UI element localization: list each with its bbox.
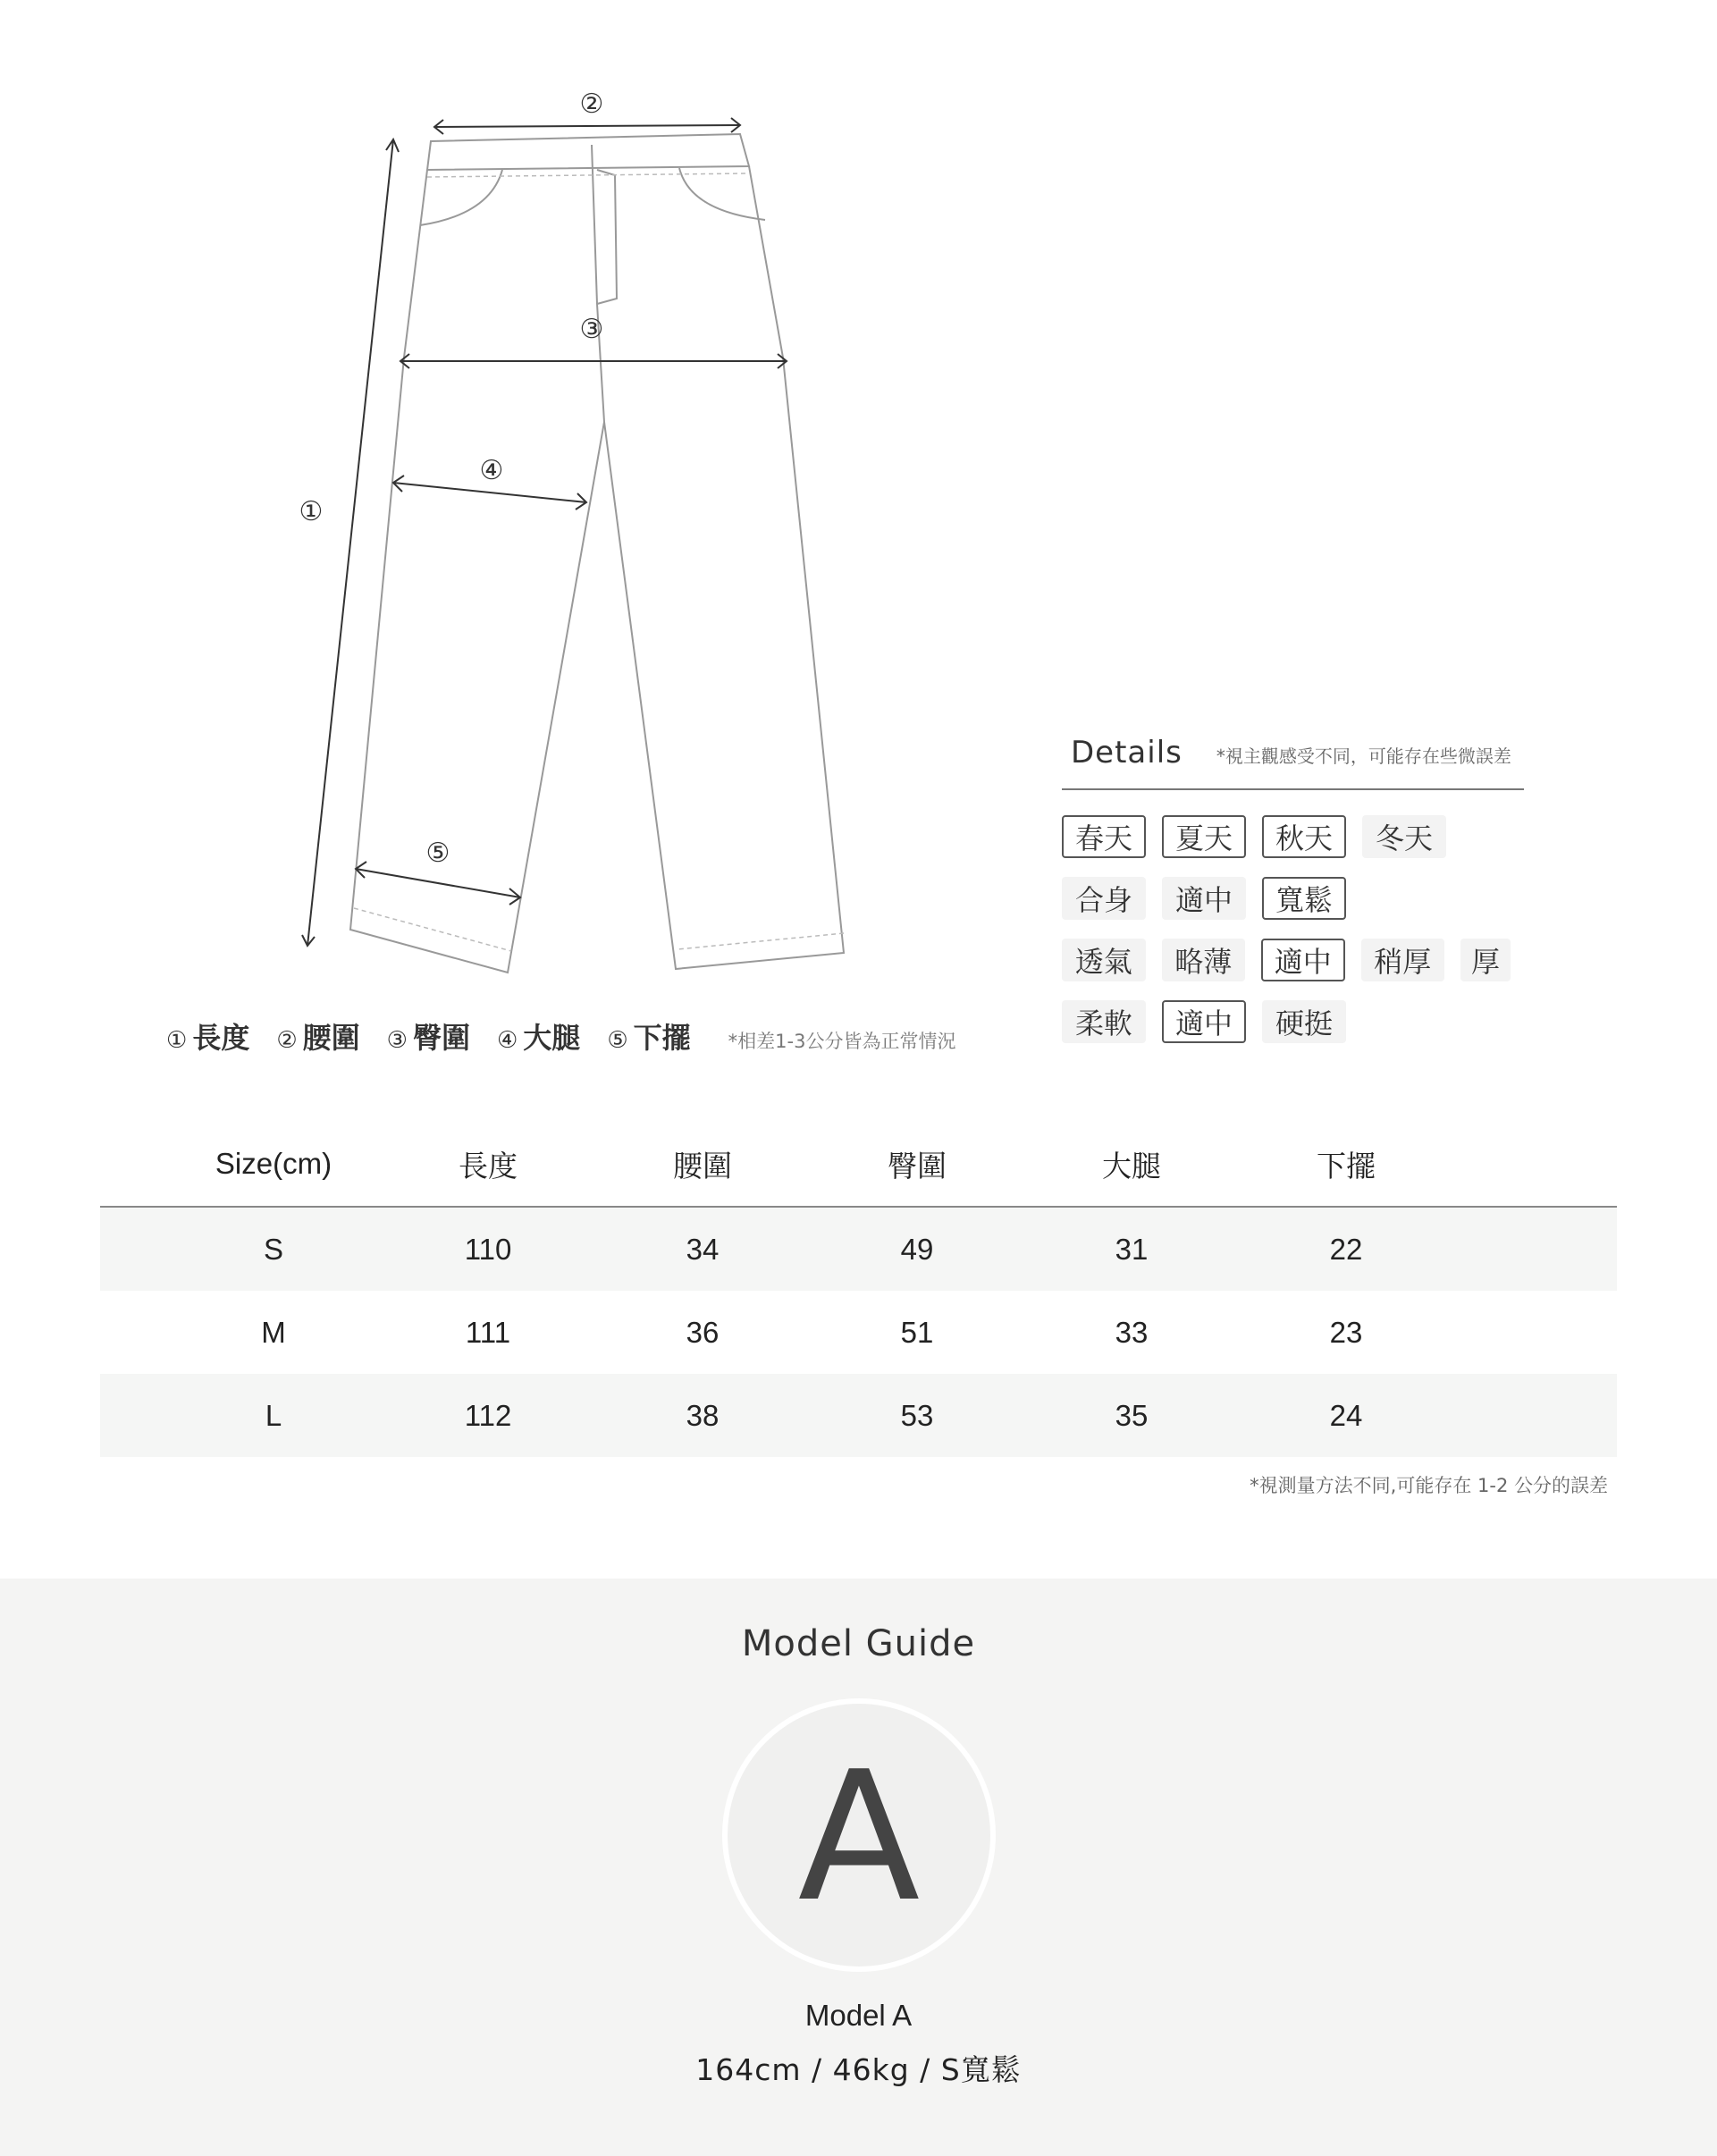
tag-autumn: 秋天 [1262,815,1346,858]
table-measurement-note: *視測量方法不同,可能存在 1-2 公分的誤差 [1250,1475,1608,1496]
thigh-cell: 31 [1115,1232,1149,1266]
header-waist: 腰圍 [673,1149,732,1183]
tag-summer: 夏天 [1162,815,1246,858]
details-header [1062,735,1527,779]
header-length: 長度 [459,1149,518,1183]
hem-cell: 24 [1329,1398,1363,1432]
details-row-fit [1062,877,1527,922]
table-row [100,1291,1617,1374]
table-header-row [100,1122,1617,1208]
tag-fit-regular: 適中 [1162,877,1246,920]
pants-outline-illustration [0,0,1073,1001]
waistband-outline [427,134,749,170]
tag-winter: 冬天 [1362,815,1446,858]
right-pocket [679,168,765,220]
pants-measurement-diagram [0,0,1073,1001]
size-cell: L [265,1398,282,1432]
legend-tolerance-note: *相差1-3公分皆為正常情況 [728,1031,956,1052]
model-guide-section [0,1579,1717,2156]
tag-stiff: 硬挺 [1262,1000,1346,1043]
waist-arrow [434,125,740,127]
model-guide-title: Model Guide [741,1623,976,1664]
table-row [100,1374,1617,1457]
legend-item-waist [276,1015,359,1057]
legend-num: ④ [496,1027,518,1054]
tag-fitted: 合身 [1062,877,1146,920]
marker-hip: ③ [579,314,604,345]
details-note: *視主觀感受不同，可能存在些微誤差 [1216,745,1511,767]
hem-cell: 22 [1329,1232,1363,1266]
legend-label: 下擺 [633,1021,691,1055]
length-cell: 110 [464,1232,512,1266]
details-row-thickness [1062,939,1527,983]
legend-num: ② [276,1027,298,1054]
tag-thick: 厚 [1460,939,1511,981]
legend-label: 腰圍 [302,1021,360,1055]
legend-item-hip [387,1015,470,1057]
marker-hem: ⑤ [425,838,450,869]
details-row-softness [1062,1000,1527,1045]
tag-thickness-regular: 適中 [1261,939,1345,981]
hem-cell: 23 [1329,1315,1363,1349]
legend-label: 大腿 [523,1021,581,1055]
marker-thigh: ④ [479,455,504,486]
tag-breathable: 透氣 [1062,939,1146,981]
tag-slightly-thick: 稍厚 [1361,939,1445,981]
model-avatar-letter: A [797,1733,921,1941]
details-divider [1062,788,1524,790]
header-size: Size(cm) [215,1147,332,1180]
fly-outline [597,170,617,304]
thigh-cell: 33 [1115,1315,1149,1349]
length-arrow [307,139,393,946]
marker-length: ① [299,496,324,527]
thigh-cell: 35 [1115,1398,1149,1432]
details-row-season [1062,815,1527,860]
legend-num: ⑤ [607,1027,628,1054]
model-stats: 164cm / 46kg / S寬鬆 [695,2052,1022,2087]
measurement-legend [166,1015,955,1057]
size-cell: M [261,1315,286,1349]
tag-thin: 略薄 [1162,939,1246,981]
details-panel [1062,735,1527,1062]
size-cell: S [263,1232,283,1266]
details-rows [1062,815,1527,1045]
model-avatar [722,1698,996,1972]
legend-num: ① [166,1027,188,1054]
tag-loose: 寬鬆 [1262,877,1346,920]
marker-waist: ② [579,88,604,120]
hem-arrow [356,869,520,897]
legend-label: 臀圍 [412,1021,470,1055]
waist-cell: 34 [686,1232,720,1266]
hip-cell: 53 [900,1398,934,1432]
header-hem: 下擺 [1317,1149,1376,1183]
left-pocket [420,170,502,225]
legend-item-length [166,1015,249,1057]
legend-item-hem [607,1015,690,1057]
length-cell: 112 [464,1398,512,1432]
table-row [100,1208,1617,1291]
size-table [100,1122,1617,1498]
waist-cell: 36 [686,1315,720,1349]
model-name: Model A [804,1999,913,2032]
legend-num: ③ [386,1027,408,1054]
hip-cell: 49 [900,1232,934,1266]
tag-soft: 柔軟 [1062,1000,1146,1043]
hip-cell: 51 [900,1315,934,1349]
tag-spring: 春天 [1062,815,1146,858]
left-leg-outline [350,170,604,973]
tag-softness-regular: 適中 [1162,1000,1246,1043]
header-thigh: 大腿 [1102,1149,1161,1183]
length-cell: 111 [465,1315,511,1349]
waist-cell: 38 [686,1398,720,1432]
legend-label: 長度 [192,1021,250,1055]
details-title: Details [1071,735,1183,771]
legend-item-thigh [497,1015,580,1057]
crotch-seam [592,145,604,422]
right-leg-outline [604,166,844,969]
header-hip: 臀圍 [888,1149,947,1183]
